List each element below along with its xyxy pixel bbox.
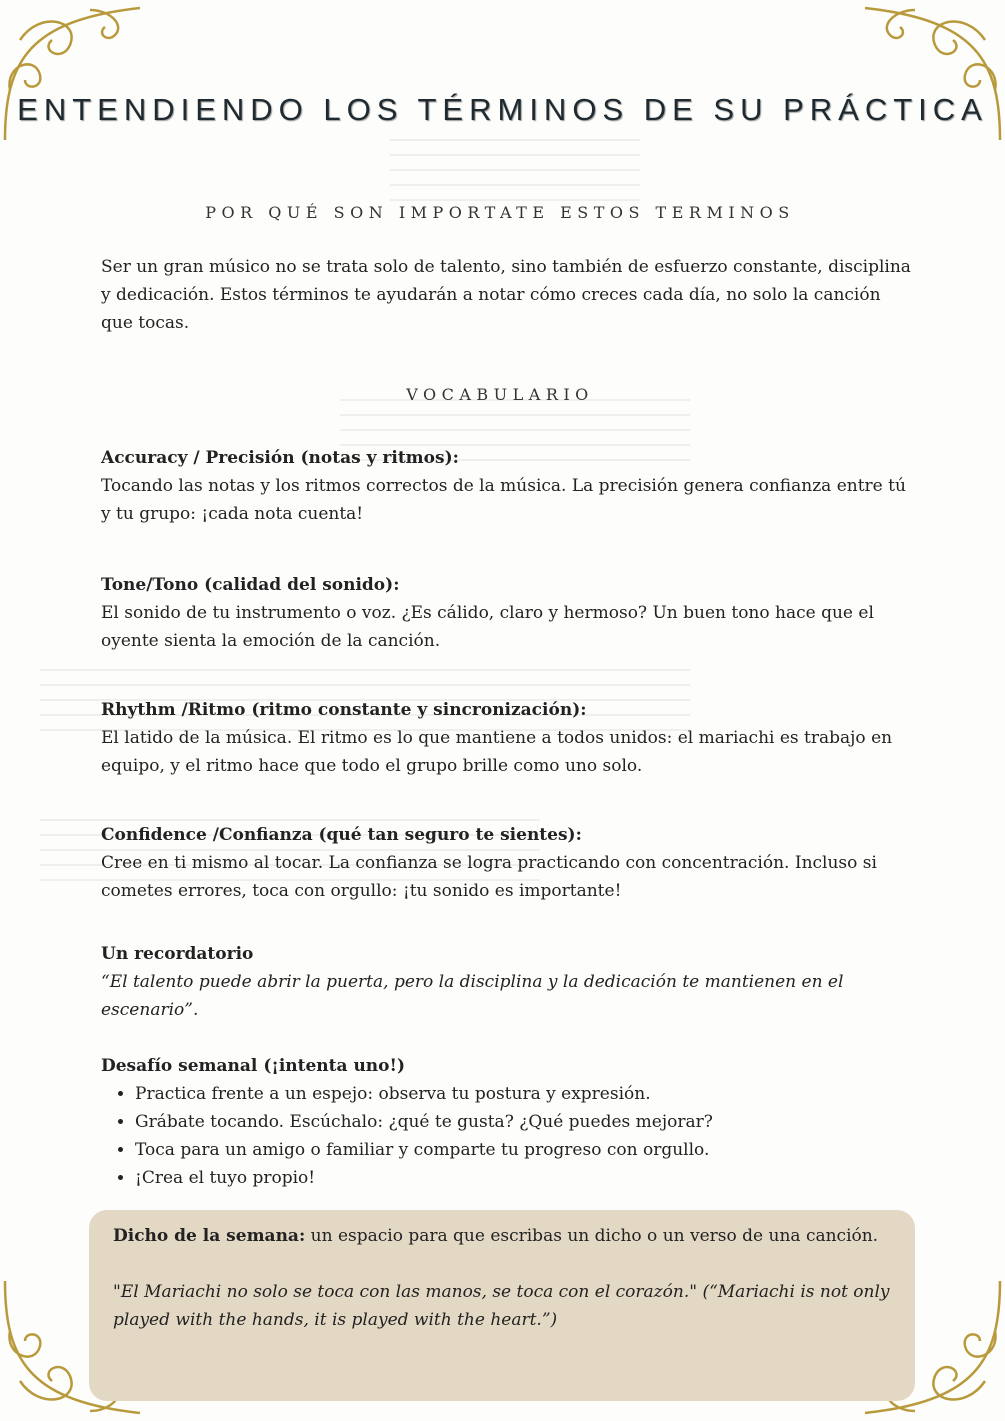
saying-quote: "El Mariachi no solo se toca con las manos, se toca con el corazón." (“Mariachi is not only played with the hands, it is played with the heart.”) [113,1282,890,1330]
reminder-heading: Un recordatorio [101,944,254,964]
term-accuracy [101,444,911,528]
vocab-heading: VOCABULARIO [406,385,594,404]
weekly-challenge [101,1052,911,1192]
why-body: Ser un gran músico no se trata solo de talento, sino también de esfuerzo constante, disciplina y dedicación. Estos términos te ayudarán a notar cómo creces cada día, no solo la canción que tocas. [101,257,911,333]
term-rhythm [101,696,911,780]
term-definition: El latido de la música. El ritmo es lo que mantiene a todos unidos: el mariachi es trabajo en equipo, y el ritmo hace que todo el grupo brille como uno solo. [101,728,893,776]
reminder-quote: “El talento puede abrir la puerta, pero la disciplina y la dedicación te mantienen en el escenario”. [101,972,844,1020]
term-title: Tone/Tono (calidad del sonido): [101,575,400,595]
challenge-item: • Practica frente a un espejo: observa tu postura y expresión. [135,1080,911,1108]
page-title: ENTENDIENDO LOS TÉRMINOS DE SU PRÁCTICA [17,92,988,127]
term-definition: Tocando las notas y los ritmos correctos de la música. La precisión genera confianza entre tú y tu grupo: ¡cada nota cuenta! [101,476,906,524]
why-heading: POR QUÉ SON IMPORTATE ESTOS TERMINOS [205,203,795,222]
term-title: Accuracy / Precisión (notas y ritmos): [101,448,459,468]
saying-text: un espacio para que escribas un dicho o un verso de una canción. [305,1226,879,1246]
saying-label: Dicho de la semana: [113,1226,306,1246]
challenge-heading: Desafío semanal (¡intenta uno!) [101,1056,406,1076]
saying-box [89,1210,915,1401]
challenge-item: • ¡Crea el tuyo propio! [135,1164,911,1192]
challenge-item: • Toca para un amigo o familiar y comparte tu progreso con orgullo. [135,1136,911,1164]
term-title: Rhythm /Ritmo (ritmo constante y sincronización): [101,700,587,720]
term-tone [101,571,911,655]
term-title: Confidence /Confianza (qué tan seguro te sientes): [101,825,582,845]
challenge-item: • Grábate tocando. Escúchalo: ¿qué te gusta? ¿Qué puedes mejorar? [135,1108,911,1136]
term-definition: El sonido de tu instrumento o voz. ¿Es cálido, claro y hermoso? Un buen tono hace que el oyente sienta la emoción de la canción. [101,603,874,651]
reminder [101,940,911,1024]
term-confidence [101,821,911,905]
term-definition: Cree en ti mismo al tocar. La confianza se logra practicando con concentración. Incluso si cometes errores, toca con orgullo: ¡tu sonido es importante! [101,853,877,901]
